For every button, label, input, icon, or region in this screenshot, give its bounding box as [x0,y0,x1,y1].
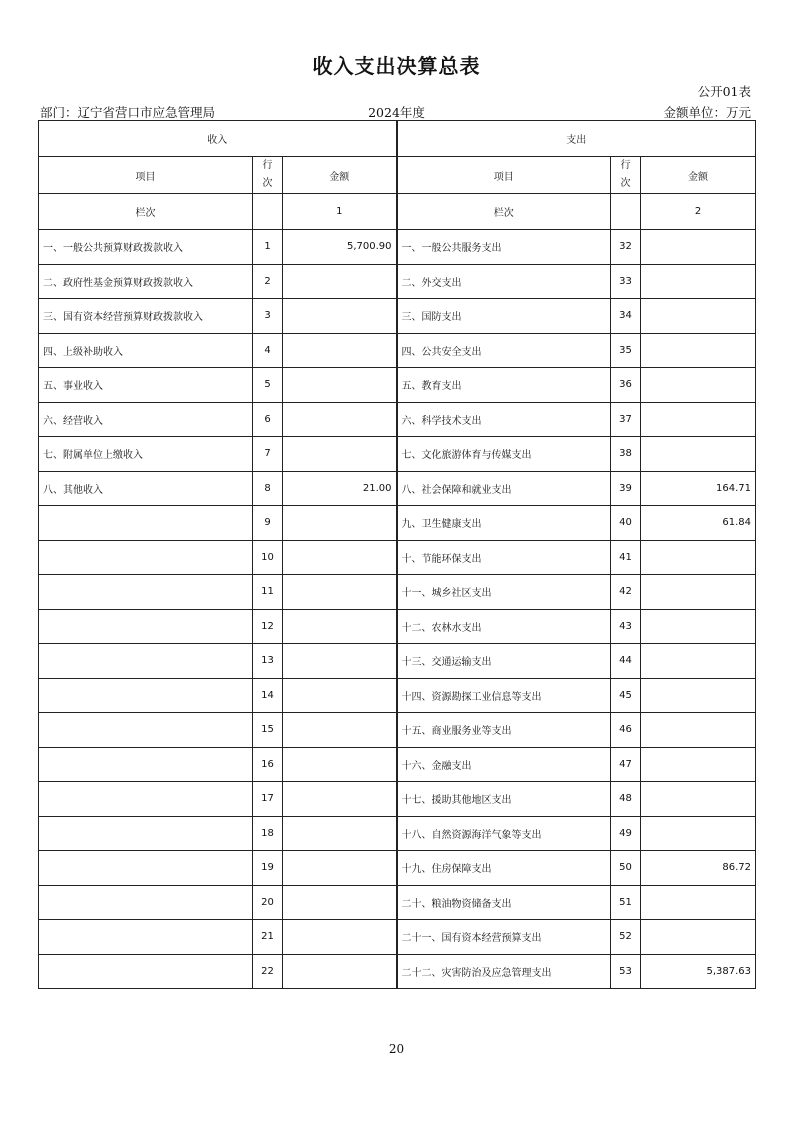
expense-item-header: 项目 [397,157,611,194]
table-row [39,678,756,713]
expense-amount-cell: 61.84 [641,506,756,541]
expense-item-cell: 三、国防支出 [397,299,611,334]
expense-row-no-cell: 36 [611,368,641,403]
expense-row-no-cell: 32 [611,230,641,265]
expense-row-no-cell: 37 [611,402,641,437]
expense-row-no-cell: 43 [611,609,641,644]
income-amount-cell: 21.00 [283,471,397,506]
income-item-cell [39,851,253,886]
expense-item-cell: 十四、资源勘探工业信息等支出 [397,678,611,713]
income-amount-cell [283,713,397,748]
expense-column-label: 栏次 [397,194,611,230]
income-item-cell: 五、事业收入 [39,368,253,403]
income-row-no-cell: 12 [253,609,283,644]
expense-item-cell: 九、卫生健康支出 [397,506,611,541]
income-amount-cell [283,299,397,334]
expense-row-no-cell: 40 [611,506,641,541]
income-item-cell: 三、国有资本经营预算财政拨款收入 [39,299,253,334]
table-row [39,885,756,920]
expense-amount-cell [641,678,756,713]
income-row-no-cell: 11 [253,575,283,610]
income-amount-cell [283,885,397,920]
income-item-cell [39,954,253,989]
expense-amount-cell [641,368,756,403]
income-item-cell: 七、附属单位上缴收入 [39,437,253,472]
income-amount-cell [283,609,397,644]
expense-column-blank [611,194,641,230]
income-row-no-cell: 19 [253,851,283,886]
expense-item-cell: 二十、粮油物资储备支出 [397,885,611,920]
income-row-no-cell: 13 [253,644,283,679]
income-item-cell [39,816,253,851]
expense-amount-cell [641,747,756,782]
income-item-cell [39,678,253,713]
expense-amount-cell [641,885,756,920]
expense-row-no-cell: 39 [611,471,641,506]
income-item-cell [39,713,253,748]
expense-item-cell: 二十一、国有资本经营预算支出 [397,920,611,955]
income-row-no-cell: 15 [253,713,283,748]
table-row [39,437,756,472]
expense-item-cell: 四、公共安全支出 [397,333,611,368]
expense-item-cell: 十、节能环保支出 [397,540,611,575]
income-row-no-cell: 8 [253,471,283,506]
expense-amount-header: 金额 [641,157,756,194]
page-title: 收入支出决算总表 [312,54,481,78]
income-amount-cell [283,782,397,817]
income-amount-cell [283,747,397,782]
expense-amount-cell [641,437,756,472]
expense-row-no-cell: 51 [611,885,641,920]
fiscal-year: 2024年度 [368,105,425,120]
expense-row-no-cell: 50 [611,851,641,886]
income-row-no-cell: 22 [253,954,283,989]
expense-row-no-cell: 34 [611,299,641,334]
income-column-label: 栏次 [39,194,253,230]
expense-amount-cell: 86.72 [641,851,756,886]
income-row-no-cell: 17 [253,782,283,817]
expense-amount-cell: 164.71 [641,471,756,506]
expense-row-no-cell: 44 [611,644,641,679]
expense-amount-cell [641,713,756,748]
expense-amount-cell [641,402,756,437]
expense-item-cell: 六、科学技术支出 [397,402,611,437]
expense-item-cell: 十二、农林水支出 [397,609,611,644]
income-expense-table [38,120,756,989]
table-row [39,540,756,575]
expense-item-cell: 五、教育支出 [397,368,611,403]
expense-amount-cell [641,299,756,334]
expense-row-no-cell: 41 [611,540,641,575]
income-item-cell [39,747,253,782]
income-amount-cell [283,264,397,299]
expense-item-cell: 十八、自然资源海洋气象等支出 [397,816,611,851]
expense-row-no-cell: 52 [611,920,641,955]
table-row [39,644,756,679]
income-row-no-cell: 7 [253,437,283,472]
income-row-no-header: 行 次 [253,157,283,194]
expense-row-no-cell: 49 [611,816,641,851]
expense-amount-cell [641,644,756,679]
income-amount-cell: 5,700.90 [283,230,397,265]
income-item-cell [39,506,253,541]
table-row [39,368,756,403]
income-row-no-cell: 20 [253,885,283,920]
income-row-no-cell: 6 [253,402,283,437]
table-row [39,471,756,506]
income-amount-cell [283,851,397,886]
income-row-no-cell: 3 [253,299,283,334]
expense-row-no-cell: 53 [611,954,641,989]
income-amount-cell [283,816,397,851]
form-code: 公开01表 [697,84,751,99]
expense-amount-cell [641,782,756,817]
income-amount-cell [283,437,397,472]
income-item-cell [39,644,253,679]
table-row [39,609,756,644]
table-row [39,954,756,989]
income-row-no-cell: 14 [253,678,283,713]
income-row-no-cell: 2 [253,264,283,299]
expense-amount-cell: 5,387.63 [641,954,756,989]
income-item-cell: 四、上级补助收入 [39,333,253,368]
table-row [39,230,756,265]
table-row [39,713,756,748]
table-row [39,920,756,955]
income-row-no-cell: 21 [253,920,283,955]
income-item-cell [39,782,253,817]
table-row [39,816,756,851]
expense-item-cell: 二、外交支出 [397,264,611,299]
income-item-cell: 六、经营收入 [39,402,253,437]
income-item-cell [39,920,253,955]
expense-row-no-cell: 45 [611,678,641,713]
expense-section-header: 支出 [397,121,756,157]
income-amount-cell [283,540,397,575]
expense-row-no-cell: 38 [611,437,641,472]
expense-item-cell: 十七、援助其他地区支出 [397,782,611,817]
income-row-no-cell: 18 [253,816,283,851]
expense-amount-cell [641,575,756,610]
expense-amount-cell [641,920,756,955]
income-item-cell [39,885,253,920]
table-row [39,575,756,610]
table-row [39,506,756,541]
expense-item-cell: 二十二、灾害防治及应急管理支出 [397,954,611,989]
expense-item-cell: 十九、住房保障支出 [397,851,611,886]
income-amount-cell [283,954,397,989]
expense-row-no-cell: 33 [611,264,641,299]
expense-row-no-cell: 35 [611,333,641,368]
income-row-no-cell: 1 [253,230,283,265]
income-amount-cell [283,506,397,541]
expense-item-cell: 十三、交通运输支出 [397,644,611,679]
expense-item-cell: 十一、城乡社区支出 [397,575,611,610]
expense-amount-cell [641,816,756,851]
income-amount-cell [283,920,397,955]
income-amount-cell [283,333,397,368]
expense-amount-cell [641,264,756,299]
income-item-cell: 一、一般公共预算财政拨款收入 [39,230,253,265]
income-item-header: 项目 [39,157,253,194]
table-row [39,264,756,299]
expense-item-cell: 八、社会保障和就业支出 [397,471,611,506]
income-item-cell [39,609,253,644]
expense-amount-cell [641,540,756,575]
income-item-cell: 二、政府性基金预算财政拨款收入 [39,264,253,299]
expense-column-number: 2 [641,194,756,230]
income-amount-cell [283,368,397,403]
expense-row-no-cell: 46 [611,713,641,748]
expense-amount-cell [641,333,756,368]
expense-item-cell: 十五、商业服务业等支出 [397,713,611,748]
expense-amount-cell [641,230,756,265]
table-row [39,851,756,886]
table-row [39,299,756,334]
table-row [39,402,756,437]
expense-row-no-cell: 42 [611,575,641,610]
table-row [39,747,756,782]
income-section-header: 收入 [39,121,397,157]
page-number: 20 [388,1042,405,1056]
income-amount-header: 金额 [283,157,397,194]
expense-amount-cell [641,609,756,644]
income-column-blank [253,194,283,230]
expense-item-cell: 七、文化旅游体育与传媒支出 [397,437,611,472]
income-row-no-cell: 9 [253,506,283,541]
income-item-cell: 八、其他收入 [39,471,253,506]
department-label: 部门：辽宁省营口市应急管理局 [40,105,216,120]
table-row [39,333,756,368]
expense-row-no-cell: 47 [611,747,641,782]
income-item-cell [39,575,253,610]
income-row-no-cell: 4 [253,333,283,368]
expense-item-cell: 十六、金融支出 [397,747,611,782]
expense-item-cell: 一、一般公共服务支出 [397,230,611,265]
income-column-number: 1 [283,194,397,230]
income-row-no-cell: 5 [253,368,283,403]
expense-row-no-cell: 48 [611,782,641,817]
income-amount-cell [283,644,397,679]
income-row-no-cell: 10 [253,540,283,575]
income-amount-cell [283,678,397,713]
expense-row-no-header: 行 次 [611,157,641,194]
table-row [39,782,756,817]
income-item-cell [39,540,253,575]
income-amount-cell [283,402,397,437]
amount-unit: 金额单位：万元 [663,105,751,120]
income-row-no-cell: 16 [253,747,283,782]
income-amount-cell [283,575,397,610]
